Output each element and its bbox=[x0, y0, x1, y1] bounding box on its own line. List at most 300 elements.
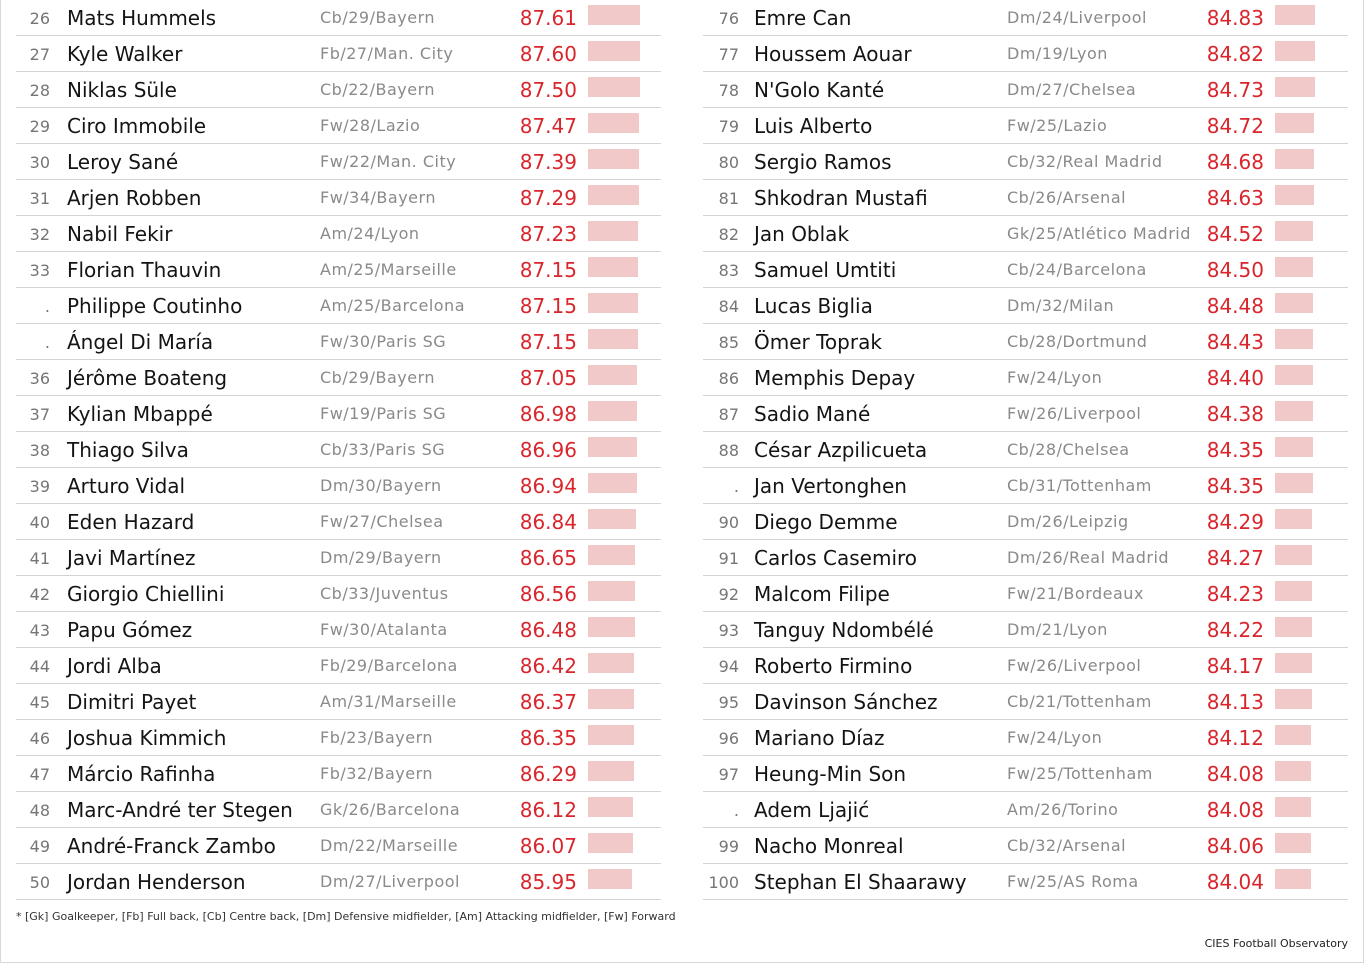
table-row bbox=[703, 72, 1348, 108]
player-name: Mariano Díaz bbox=[754, 726, 885, 750]
table-row bbox=[703, 540, 1348, 576]
player-name: Thiago Silva bbox=[67, 438, 189, 462]
rating-bar bbox=[588, 365, 637, 385]
rating-value: 86.07 bbox=[519, 834, 577, 858]
rank-cell: 31 bbox=[29, 189, 50, 208]
position-age-club: Fw/30/Atalanta bbox=[320, 620, 448, 639]
rating-value: 84.13 bbox=[1206, 690, 1264, 714]
rank-cell: 88 bbox=[718, 441, 739, 460]
position-age-club: Am/24/Lyon bbox=[320, 224, 420, 243]
table-row bbox=[16, 612, 661, 648]
player-name: Jordan Henderson bbox=[67, 870, 246, 894]
rating-value: 86.37 bbox=[519, 690, 577, 714]
position-age-club: Fw/25/AS Roma bbox=[1007, 872, 1139, 891]
rating-bar bbox=[1275, 545, 1312, 565]
player-name: Jan Vertonghen bbox=[754, 474, 907, 498]
player-name: Niklas Süle bbox=[67, 78, 177, 102]
rating-bar bbox=[588, 797, 633, 817]
rating-bar bbox=[1275, 77, 1315, 97]
rank-cell: 92 bbox=[718, 585, 739, 604]
table-row bbox=[703, 864, 1348, 900]
rating-value: 84.40 bbox=[1206, 366, 1264, 390]
rating-value: 86.12 bbox=[519, 798, 577, 822]
rank-cell: 46 bbox=[29, 729, 50, 748]
player-name: Sergio Ramos bbox=[754, 150, 892, 174]
position-age-club: Cb/26/Arsenal bbox=[1007, 188, 1127, 207]
player-name: Emre Can bbox=[754, 6, 852, 30]
rank-cell: 32 bbox=[29, 225, 50, 244]
rating-value: 87.60 bbox=[519, 42, 577, 66]
rating-value: 84.27 bbox=[1206, 546, 1264, 570]
player-name: Davinson Sánchez bbox=[754, 690, 938, 714]
table-row bbox=[16, 396, 661, 432]
rating-bar bbox=[1275, 833, 1311, 853]
rating-bar bbox=[588, 437, 637, 457]
rating-bar bbox=[1275, 725, 1311, 745]
player-name: Javi Martínez bbox=[67, 546, 196, 570]
position-age-club: Dm/30/Bayern bbox=[320, 476, 442, 495]
player-name: Arturo Vidal bbox=[67, 474, 186, 498]
player-name: Arjen Robben bbox=[67, 186, 202, 210]
rating-value: 84.06 bbox=[1206, 834, 1264, 858]
position-legend-footnote: * [Gk] Goalkeeper, [Fb] Full back, [Cb] Centre back, [Dm] Defensive midfielder, [Am] Attacking midfielder, [Fw] Forward bbox=[16, 910, 676, 923]
position-age-club: Fw/25/Tottenham bbox=[1007, 764, 1153, 783]
rank-cell: 86 bbox=[718, 369, 739, 388]
position-age-club: Fb/27/Man. City bbox=[320, 44, 454, 63]
position-age-club: Fw/34/Bayern bbox=[320, 188, 436, 207]
position-age-club: Cb/28/Dortmund bbox=[1007, 332, 1148, 351]
position-age-club: Dm/27/Liverpool bbox=[320, 872, 460, 891]
rank-cell: 27 bbox=[29, 45, 50, 64]
player-name: Jérôme Boateng bbox=[67, 366, 228, 390]
table-row bbox=[16, 828, 661, 864]
position-age-club: Fw/27/Chelsea bbox=[320, 512, 444, 531]
player-name: Tanguy Ndombélé bbox=[754, 618, 934, 642]
position-age-club: Dm/27/Chelsea bbox=[1007, 80, 1137, 99]
player-name: Carlos Casemiro bbox=[754, 546, 918, 570]
rating-value: 84.48 bbox=[1206, 294, 1264, 318]
table-row bbox=[16, 36, 661, 72]
position-age-club: Cb/32/Arsenal bbox=[1007, 836, 1127, 855]
rank-cell: 45 bbox=[29, 693, 50, 712]
rating-bar bbox=[588, 545, 635, 565]
rank-cell: 78 bbox=[718, 81, 739, 100]
rating-value: 84.68 bbox=[1206, 150, 1264, 174]
rank-cell: 76 bbox=[718, 9, 739, 28]
rating-value: 87.61 bbox=[519, 6, 577, 30]
rating-bar bbox=[588, 653, 634, 673]
rating-bar bbox=[1275, 761, 1311, 781]
table-row bbox=[703, 828, 1348, 864]
rating-bar bbox=[588, 833, 633, 853]
position-age-club: Dm/32/Milan bbox=[1007, 296, 1115, 315]
table-row bbox=[16, 108, 661, 144]
table-row bbox=[703, 252, 1348, 288]
rating-bar bbox=[1275, 185, 1314, 205]
rating-bar bbox=[1275, 41, 1315, 61]
table-row bbox=[703, 648, 1348, 684]
table-row bbox=[703, 396, 1348, 432]
position-age-club: Fw/24/Lyon bbox=[1007, 368, 1103, 387]
rating-bar bbox=[1275, 689, 1312, 709]
rank-cell: 99 bbox=[718, 837, 739, 856]
rank-cell: . bbox=[44, 333, 50, 352]
rating-value: 84.72 bbox=[1206, 114, 1264, 138]
player-name: Malcom Filipe bbox=[754, 582, 890, 606]
table-row bbox=[703, 0, 1348, 36]
rating-value: 87.47 bbox=[519, 114, 577, 138]
rating-value: 87.29 bbox=[519, 186, 577, 210]
rating-bar bbox=[588, 473, 637, 493]
position-age-club: Cb/21/Tottenham bbox=[1007, 692, 1152, 711]
rank-cell: . bbox=[733, 477, 739, 496]
table-row bbox=[16, 540, 661, 576]
rating-value: 84.63 bbox=[1206, 186, 1264, 210]
rank-cell: 77 bbox=[718, 45, 739, 64]
position-age-club: Cb/24/Barcelona bbox=[1007, 260, 1147, 279]
player-name: Nacho Monreal bbox=[754, 834, 904, 858]
rank-cell: 84 bbox=[718, 297, 739, 316]
rating-value: 86.96 bbox=[519, 438, 577, 462]
table-row bbox=[703, 288, 1348, 324]
table-row bbox=[16, 180, 661, 216]
rating-bar bbox=[588, 293, 638, 313]
player-name: Dimitri Payet bbox=[67, 690, 197, 714]
rating-value: 84.17 bbox=[1206, 654, 1264, 678]
table-row bbox=[16, 756, 661, 792]
position-age-club: Dm/24/Liverpool bbox=[1007, 8, 1147, 27]
rank-cell: 47 bbox=[29, 765, 50, 784]
rank-cell: 42 bbox=[29, 585, 50, 604]
player-name: Lucas Biglia bbox=[754, 294, 873, 318]
position-age-club: Fw/30/Paris SG bbox=[320, 332, 447, 351]
rank-cell: 41 bbox=[29, 549, 50, 568]
rating-value: 87.15 bbox=[519, 330, 577, 354]
player-name: Giorgio Chiellini bbox=[67, 582, 225, 606]
rank-cell: 30 bbox=[29, 153, 50, 172]
rating-value: 84.08 bbox=[1206, 798, 1264, 822]
table-row bbox=[16, 72, 661, 108]
rating-bar bbox=[1275, 329, 1313, 349]
rating-bar bbox=[588, 617, 635, 637]
rating-value: 87.15 bbox=[519, 258, 577, 282]
player-name: Leroy Sané bbox=[67, 150, 179, 174]
position-age-club: Fw/26/Liverpool bbox=[1007, 656, 1142, 675]
table-row bbox=[16, 504, 661, 540]
rating-value: 84.38 bbox=[1206, 402, 1264, 426]
rank-cell: 50 bbox=[29, 873, 50, 892]
rank-cell: 33 bbox=[29, 261, 50, 280]
player-name: André-Franck Zambo bbox=[67, 834, 276, 858]
player-name: Heung-Min Son bbox=[754, 762, 907, 786]
player-name: Samuel Umtiti bbox=[754, 258, 897, 282]
rating-bar bbox=[588, 689, 634, 709]
rank-cell: 93 bbox=[718, 621, 739, 640]
player-name: Ömer Toprak bbox=[754, 330, 882, 354]
player-name: Stephan El Shaarawy bbox=[754, 870, 967, 894]
rank-cell: . bbox=[733, 801, 739, 820]
table-row bbox=[16, 432, 661, 468]
position-age-club: Dm/26/Leipzig bbox=[1007, 512, 1129, 531]
table-row bbox=[16, 216, 661, 252]
rank-cell: 28 bbox=[29, 81, 50, 100]
player-name: Houssem Aouar bbox=[754, 42, 912, 66]
rating-value: 84.73 bbox=[1206, 78, 1264, 102]
position-age-club: Cb/29/Bayern bbox=[320, 8, 435, 27]
position-age-club: Cb/29/Bayern bbox=[320, 368, 435, 387]
position-age-club: Cb/32/Real Madrid bbox=[1007, 152, 1163, 171]
rank-cell: 91 bbox=[718, 549, 739, 568]
rank-cell: 48 bbox=[29, 801, 50, 820]
rating-value: 87.39 bbox=[519, 150, 577, 174]
table-row bbox=[16, 576, 661, 612]
rating-value: 84.35 bbox=[1206, 438, 1264, 462]
table-row bbox=[703, 792, 1348, 828]
rating-bar bbox=[588, 725, 634, 745]
table-row bbox=[703, 180, 1348, 216]
table-row bbox=[16, 648, 661, 684]
rating-bar bbox=[1275, 797, 1311, 817]
table-row bbox=[703, 216, 1348, 252]
rating-bar bbox=[1275, 581, 1312, 601]
source-credit: CIES Football Observatory bbox=[1204, 937, 1348, 950]
rating-value: 86.65 bbox=[519, 546, 577, 570]
rating-bar bbox=[588, 581, 635, 601]
position-age-club: Cb/33/Paris SG bbox=[320, 440, 446, 459]
position-age-club: Dm/29/Bayern bbox=[320, 548, 442, 567]
player-name: Nabil Fekir bbox=[67, 222, 173, 246]
table-row bbox=[16, 144, 661, 180]
position-age-club: Dm/22/Marseille bbox=[320, 836, 459, 855]
position-age-club: Cb/33/Juventus bbox=[320, 584, 449, 603]
rating-bar bbox=[1275, 365, 1313, 385]
rank-cell: 43 bbox=[29, 621, 50, 640]
rating-value: 87.05 bbox=[519, 366, 577, 390]
player-name: César Azpilicueta bbox=[754, 438, 928, 462]
rank-cell: 83 bbox=[718, 261, 739, 280]
position-age-club: Am/31/Marseille bbox=[320, 692, 457, 711]
rank-cell: 26 bbox=[29, 9, 50, 28]
rank-cell: 36 bbox=[29, 369, 50, 388]
table-row bbox=[703, 144, 1348, 180]
player-name: Márcio Rafinha bbox=[67, 762, 216, 786]
rating-value: 84.52 bbox=[1206, 222, 1264, 246]
position-age-club: Dm/26/Real Madrid bbox=[1007, 548, 1170, 567]
player-name: Eden Hazard bbox=[67, 510, 195, 534]
rank-cell: 97 bbox=[718, 765, 739, 784]
player-name: Florian Thauvin bbox=[67, 258, 222, 282]
rank-cell: 37 bbox=[29, 405, 50, 424]
position-age-club: Fw/25/Lazio bbox=[1007, 116, 1108, 135]
table-row bbox=[703, 360, 1348, 396]
rank-cell: 96 bbox=[718, 729, 739, 748]
rating-value: 84.08 bbox=[1206, 762, 1264, 786]
table-row bbox=[16, 684, 661, 720]
position-age-club: Am/26/Torino bbox=[1007, 800, 1119, 819]
rating-bar bbox=[1275, 617, 1312, 637]
player-name: Luis Alberto bbox=[754, 114, 873, 138]
table-row bbox=[16, 288, 661, 324]
rating-value: 86.48 bbox=[519, 618, 577, 642]
position-age-club: Am/25/Marseille bbox=[320, 260, 457, 279]
rating-bar bbox=[588, 113, 639, 133]
position-age-club: Cb/28/Chelsea bbox=[1007, 440, 1130, 459]
rating-bar bbox=[1275, 401, 1313, 421]
rank-cell: 95 bbox=[718, 693, 739, 712]
rating-bar bbox=[1275, 653, 1312, 673]
table-row bbox=[703, 324, 1348, 360]
rating-value: 87.50 bbox=[519, 78, 577, 102]
rank-cell: 38 bbox=[29, 441, 50, 460]
rank-cell: 44 bbox=[29, 657, 50, 676]
ranking-table-left bbox=[16, 0, 661, 900]
table-row bbox=[16, 720, 661, 756]
table-row bbox=[16, 864, 661, 900]
position-age-club: Fb/23/Bayern bbox=[320, 728, 434, 747]
rating-value: 84.35 bbox=[1206, 474, 1264, 498]
player-name: Philippe Coutinho bbox=[67, 294, 243, 318]
position-age-club: Gk/26/Barcelona bbox=[320, 800, 461, 819]
rating-bar bbox=[588, 185, 639, 205]
rating-bar bbox=[1275, 437, 1313, 457]
table-row bbox=[16, 792, 661, 828]
table-row bbox=[16, 0, 661, 36]
table-row bbox=[703, 504, 1348, 540]
player-name: Adem Ljajić bbox=[754, 798, 870, 822]
player-name: Kyle Walker bbox=[67, 42, 183, 66]
player-name: Joshua Kimmich bbox=[67, 726, 227, 750]
rank-cell: 40 bbox=[29, 513, 50, 532]
rating-bar bbox=[588, 329, 638, 349]
rating-bar bbox=[588, 869, 632, 889]
table-row bbox=[703, 468, 1348, 504]
rating-bar bbox=[1275, 221, 1313, 241]
table-row bbox=[16, 252, 661, 288]
rating-bar bbox=[1275, 113, 1314, 133]
rating-bar bbox=[1275, 5, 1315, 25]
rating-value: 87.15 bbox=[519, 294, 577, 318]
table-row bbox=[703, 684, 1348, 720]
table-row bbox=[16, 324, 661, 360]
position-age-club: Gk/25/Atlético Madrid bbox=[1007, 224, 1191, 243]
player-name: Jordi Alba bbox=[67, 654, 162, 678]
rank-cell: 39 bbox=[29, 477, 50, 496]
rating-bar bbox=[588, 221, 638, 241]
table-row bbox=[16, 360, 661, 396]
rating-value: 84.83 bbox=[1206, 6, 1264, 30]
table-row bbox=[703, 612, 1348, 648]
rating-value: 86.84 bbox=[519, 510, 577, 534]
position-age-club: Cb/31/Tottenham bbox=[1007, 476, 1152, 495]
rating-value: 86.35 bbox=[519, 726, 577, 750]
player-name: Ángel Di María bbox=[67, 330, 214, 354]
table-row bbox=[703, 576, 1348, 612]
player-name: Jan Oblak bbox=[754, 222, 850, 246]
rank-cell: 87 bbox=[718, 405, 739, 424]
rank-cell: 79 bbox=[718, 117, 739, 136]
player-name: Marc-André ter Stegen bbox=[67, 798, 293, 822]
player-name: Roberto Firmino bbox=[754, 654, 913, 678]
position-age-club: Fw/24/Lyon bbox=[1007, 728, 1103, 747]
rating-value: 84.29 bbox=[1206, 510, 1264, 534]
rating-value: 86.56 bbox=[519, 582, 577, 606]
rating-bar bbox=[588, 509, 636, 529]
rating-bar bbox=[1275, 509, 1312, 529]
ranking-table-right bbox=[703, 0, 1348, 900]
table-row bbox=[703, 432, 1348, 468]
rating-bar bbox=[1275, 149, 1314, 169]
player-name: Diego Demme bbox=[754, 510, 898, 534]
rating-bar bbox=[1275, 869, 1311, 889]
table-row bbox=[703, 36, 1348, 72]
rating-bar bbox=[588, 77, 640, 97]
position-age-club: Cb/22/Bayern bbox=[320, 80, 435, 99]
position-age-club: Fw/21/Bordeaux bbox=[1007, 584, 1144, 603]
rating-value: 84.04 bbox=[1206, 870, 1264, 894]
table-row bbox=[703, 756, 1348, 792]
table-row bbox=[16, 468, 661, 504]
rating-value: 86.42 bbox=[519, 654, 577, 678]
position-age-club: Fw/26/Liverpool bbox=[1007, 404, 1142, 423]
table-row bbox=[703, 720, 1348, 756]
rating-bar bbox=[588, 401, 637, 421]
rating-bar bbox=[1275, 473, 1313, 493]
rating-value: 85.95 bbox=[519, 870, 577, 894]
rank-cell: 81 bbox=[718, 189, 739, 208]
rank-cell: 90 bbox=[718, 513, 739, 532]
rating-bar bbox=[1275, 293, 1313, 313]
rating-value: 84.43 bbox=[1206, 330, 1264, 354]
player-name: Sadio Mané bbox=[754, 402, 871, 426]
player-name: Mats Hummels bbox=[67, 6, 217, 30]
rank-cell: 82 bbox=[718, 225, 739, 244]
player-name: Papu Gómez bbox=[67, 618, 193, 642]
rank-cell: 85 bbox=[718, 333, 739, 352]
rating-value: 86.94 bbox=[519, 474, 577, 498]
rating-bar bbox=[1275, 257, 1313, 277]
rating-value: 84.82 bbox=[1206, 42, 1264, 66]
rating-value: 86.29 bbox=[519, 762, 577, 786]
rank-cell: 29 bbox=[29, 117, 50, 136]
position-age-club: Dm/21/Lyon bbox=[1007, 620, 1108, 639]
position-age-club: Dm/19/Lyon bbox=[1007, 44, 1108, 63]
position-age-club: Fb/29/Barcelona bbox=[320, 656, 458, 675]
player-name: Ciro Immobile bbox=[67, 114, 207, 138]
player-name: N'Golo Kanté bbox=[754, 78, 885, 102]
rating-bar bbox=[588, 761, 634, 781]
rating-value: 87.23 bbox=[519, 222, 577, 246]
position-age-club: Fw/19/Paris SG bbox=[320, 404, 447, 423]
rank-cell: 80 bbox=[718, 153, 739, 172]
rating-bar bbox=[588, 41, 640, 61]
rating-bar bbox=[588, 5, 640, 25]
rating-value: 84.12 bbox=[1206, 726, 1264, 750]
rank-cell: 49 bbox=[29, 837, 50, 856]
rating-value: 86.98 bbox=[519, 402, 577, 426]
player-name: Shkodran Mustafi bbox=[754, 186, 928, 210]
rating-value: 84.22 bbox=[1206, 618, 1264, 642]
rating-value: 84.50 bbox=[1206, 258, 1264, 282]
position-age-club: Fb/32/Bayern bbox=[320, 764, 434, 783]
rank-cell: 100 bbox=[708, 873, 739, 892]
rating-value: 84.23 bbox=[1206, 582, 1264, 606]
rank-cell: . bbox=[44, 297, 50, 316]
position-age-club: Am/25/Barcelona bbox=[320, 296, 465, 315]
player-name: Kylian Mbappé bbox=[67, 402, 213, 426]
position-age-club: Fw/22/Man. City bbox=[320, 152, 457, 171]
rank-cell: 94 bbox=[718, 657, 739, 676]
table-row bbox=[703, 108, 1348, 144]
